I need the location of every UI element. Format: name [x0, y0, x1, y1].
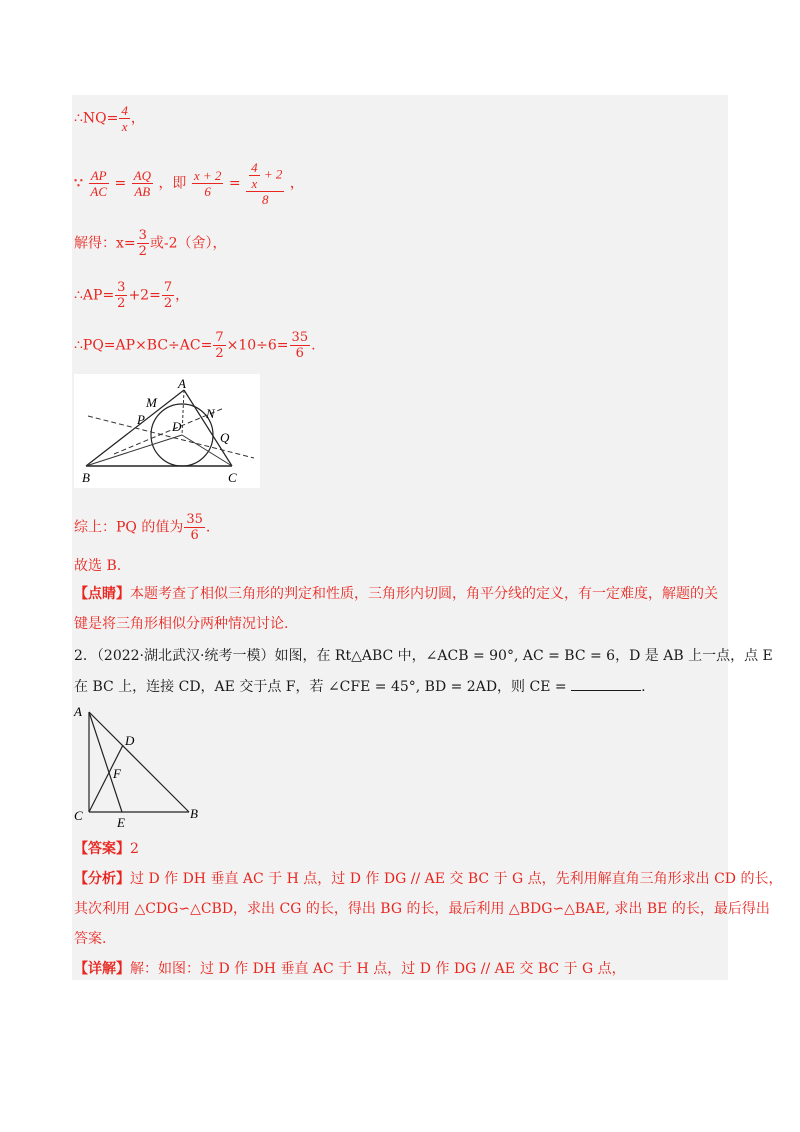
- fig2-label-e: E: [117, 815, 125, 830]
- fig2-label-c: C: [74, 808, 83, 823]
- sol-line-nq: ∴NQ= $\frac{4}{x}$ ，: [74, 103, 145, 134]
- sol-line-ratio: ∵ $\frac{AP}{AC}$ = $\frac{AQ}{AB}$ ，即 $\frac{x + 2}{6}$ = $\frac{4}{x}$ + 2 8 ，: [74, 160, 304, 207]
- fig1-label-b: B: [82, 470, 90, 485]
- sol-summary: 综上：PQ 的值为 $\frac{35}{6}$ .: [74, 512, 211, 543]
- q2-line2: 在 BC 上，连接 CD，AE 交于点 F，若 ∠CFE = 45°, BD = 2AD，则 CE = .: [74, 676, 646, 697]
- q2-analysis-line1: 【分析】过 D 作 DH 垂直 AC 于 H 点，过 D 作 DG // AE 交 BC 于 G 点，先利用解直角三角形求出 CD 的长，: [74, 871, 783, 887]
- fig1-label-n: N: [206, 406, 215, 421]
- figure-incircle-triangle: [74, 374, 260, 488]
- q2-analysis-line2: 其次利用 △CDG∽△CBD，求出 CG 的长，得出 BG 的长，最后利用 △BDG∽△BAE, 求出 BE 的长，最后得出: [74, 901, 770, 917]
- figure-right-triangle: [70, 700, 210, 830]
- fig2-label-b: B: [190, 806, 198, 821]
- sol-comment-line2: 键是将三角形相似分两种情况讨论.: [74, 616, 289, 632]
- q2-answer-blank: [571, 676, 641, 691]
- fig2-label-d: D: [125, 733, 135, 748]
- fig1-label-m: M: [146, 395, 157, 410]
- q2-answer: 【答案】2: [74, 841, 139, 857]
- fig1-label-p: P: [137, 412, 145, 427]
- q2-line1: 2．（2022·湖北武汉·统考一模）如图，在 Rt△ABC 中，∠ACB = 90°, AC = BC = 6，D 是 AB 上一点，点 E: [74, 648, 773, 664]
- sol-comment-line1: 【点睛】本题考查了相似三角形的判定和性质，三角形内切圆，角平分线的定义，有一定难度，解题的关: [74, 586, 718, 602]
- fig1-label-q: Q: [220, 430, 230, 445]
- fig1-label-a: A: [178, 376, 186, 391]
- fig2-label-f: F: [113, 766, 121, 781]
- q2-analysis-line3: 答案.: [74, 931, 107, 947]
- sol-line-solve: 解得：x= $\frac{3}{2}$ 或-2（舍），: [74, 228, 227, 259]
- q2-detail: 【详解】解：如图：过 D 作 DH 垂直 AC 于 H 点，过 D 作 DG // AE 交 BC 于 G 点，: [74, 961, 626, 977]
- sol-line-pq: ∴PQ=AP×BC÷AC= $\frac{7}{2}$ ×10÷6= $\frac{35}{6}$ .: [74, 330, 316, 361]
- fig2-label-a: A: [74, 704, 82, 719]
- fig1-label-c: C: [228, 470, 237, 485]
- sol-choice: 故选 B.: [74, 558, 122, 574]
- fig1-label-d: D: [172, 419, 182, 434]
- sol-line-ap: ∴AP= $\frac{3}{2}$ +2= $\frac{7}{2}$ ，: [74, 280, 190, 311]
